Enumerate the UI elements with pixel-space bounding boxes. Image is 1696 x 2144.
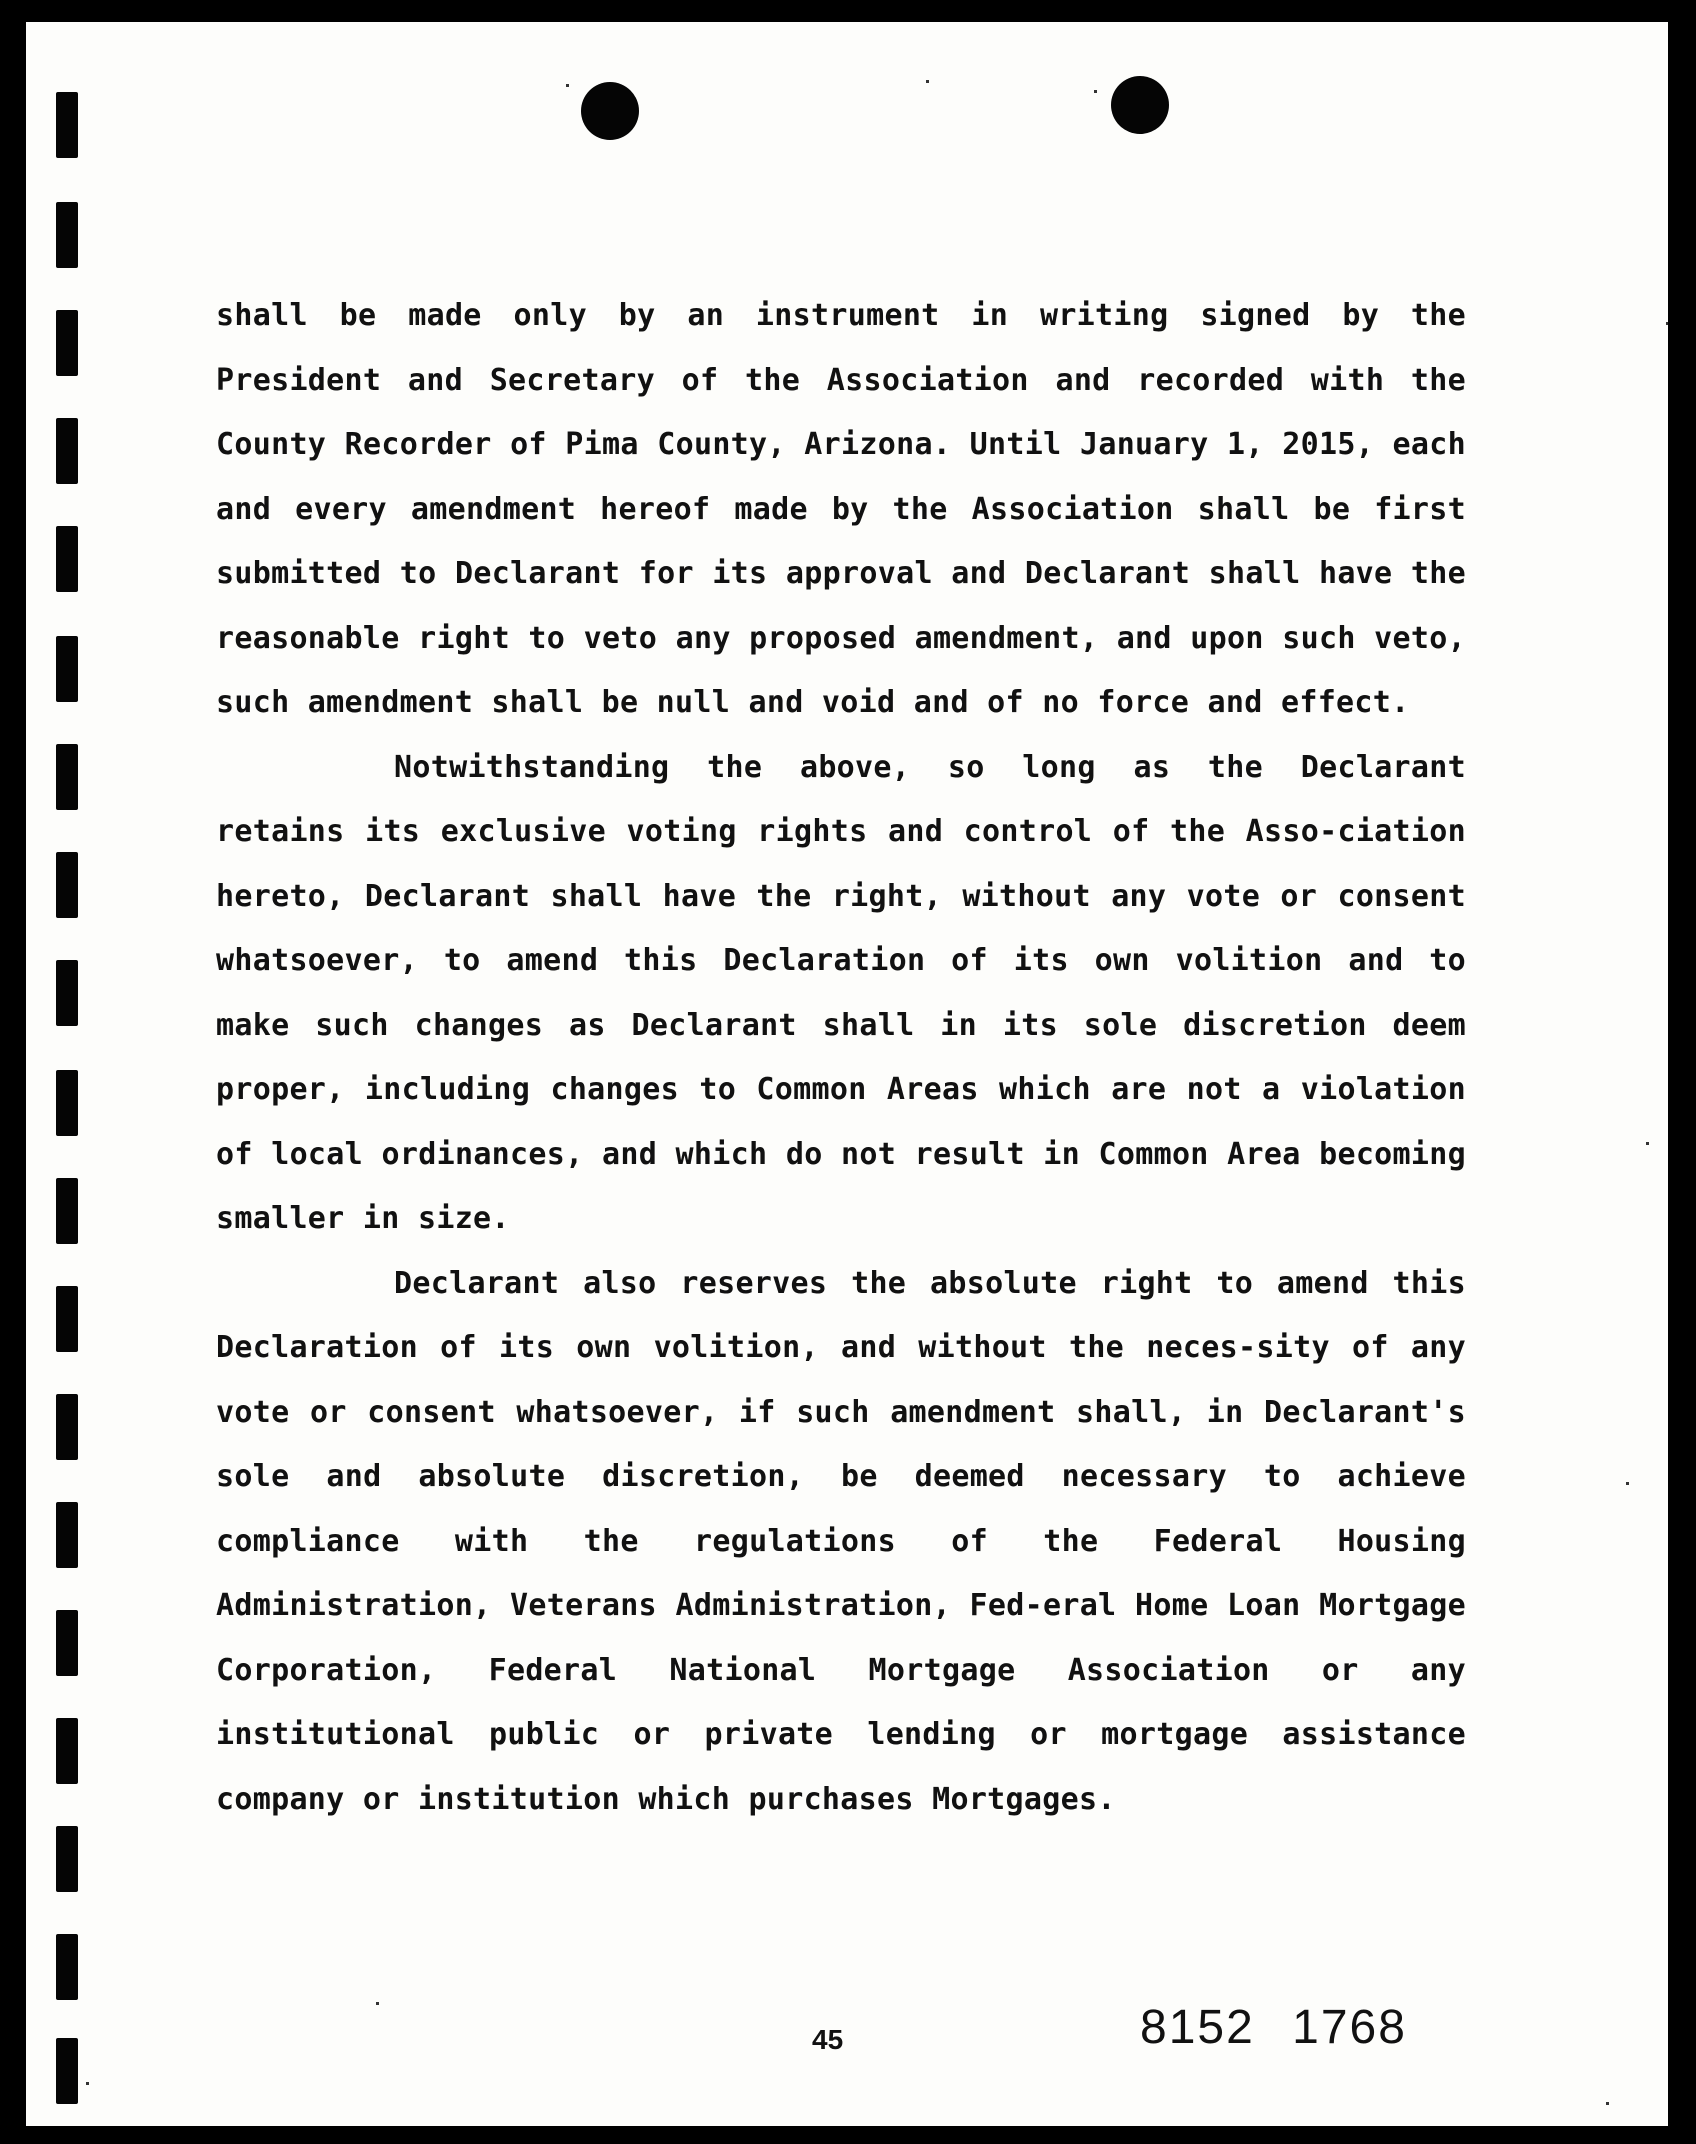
punch-hole-right xyxy=(1111,76,1169,134)
sprocket-mark xyxy=(56,852,78,918)
sprocket-mark xyxy=(56,2038,78,2104)
sprocket-mark xyxy=(56,960,78,1026)
punch-hole-left xyxy=(581,82,639,140)
amendment-approval-paragraph: shall be made only by an instrument in writing signed by the President and Secretary of the Association and recorded with the County Recorder of Pima County, Arizona. Until January 1, 2015, each and every amendment hereof made by the Association shall be first submitted to Declarant for its approval and Declarant shall have the reasonable right to veto any proposed amendment, and upon such veto, such amendment shall be null and void and of no force and effect. xyxy=(216,298,1466,720)
sprocket-mark xyxy=(56,1502,78,1568)
scan-speck xyxy=(1646,1142,1649,1145)
scan-speck xyxy=(1666,322,1668,325)
scan-speck xyxy=(566,84,569,87)
scan-speck xyxy=(1606,2102,1609,2105)
regulatory-compliance-paragraph: Declarant also reserves the absolute right to amend this Declaration of its own volition, and without the neces-sity of any vote or consent whatsoever, if such amendment shall, in Declarant's sole and absolute discretion, be deemed necessary to achieve compliance with the regulations of the Federal Housing Administration, Veterans Administration, Fed-eral Home Loan Mortgage Corporation, Federal National Mortgage Association or any institutional public or private lending or mortgage assistance company or institution which purchases Mortgages. xyxy=(216,1265,1466,1817)
sprocket-mark xyxy=(56,418,78,484)
sprocket-mark xyxy=(56,1070,78,1136)
scan-speck xyxy=(86,2082,89,2085)
sprocket-mark xyxy=(56,1610,78,1676)
sprocket-mark xyxy=(56,1394,78,1460)
sprocket-mark xyxy=(56,202,78,268)
scanned-page xyxy=(26,22,1668,2126)
sprocket-mark xyxy=(56,1934,78,2000)
declarant-amendment-rights-paragraph: Notwithstanding the above, so long as the Declarant retains its exclusive voting rights and control of the Asso-ciation hereto, Declarant shall have the right, without any vote or consent whatsoever, to amend this Declaration of its own volition and to make such changes as Declarant shall in its sole discretion deem proper, including changes to Common Areas which are not a violation of local ordinances, and which do not result in Common Area becoming smaller in size. xyxy=(216,749,1466,1236)
scan-speck xyxy=(926,80,929,83)
scan-speck xyxy=(1626,1482,1629,1485)
sprocket-mark xyxy=(56,1718,78,1784)
sprocket-mark xyxy=(56,1178,78,1244)
scan-speck xyxy=(1094,90,1097,93)
sprocket-mark xyxy=(56,636,78,702)
page-number: 45 xyxy=(812,2024,844,2055)
scan-speck xyxy=(376,2002,379,2005)
sprocket-mark xyxy=(56,92,78,158)
sprocket-mark xyxy=(56,744,78,810)
sprocket-mark xyxy=(56,1826,78,1892)
sprocket-mark xyxy=(56,526,78,592)
recording-book-page-number: 8152 1768 xyxy=(1140,2001,1407,2054)
sprocket-mark xyxy=(56,1286,78,1352)
declaration-text xyxy=(216,284,1466,1832)
sprocket-mark xyxy=(56,310,78,376)
